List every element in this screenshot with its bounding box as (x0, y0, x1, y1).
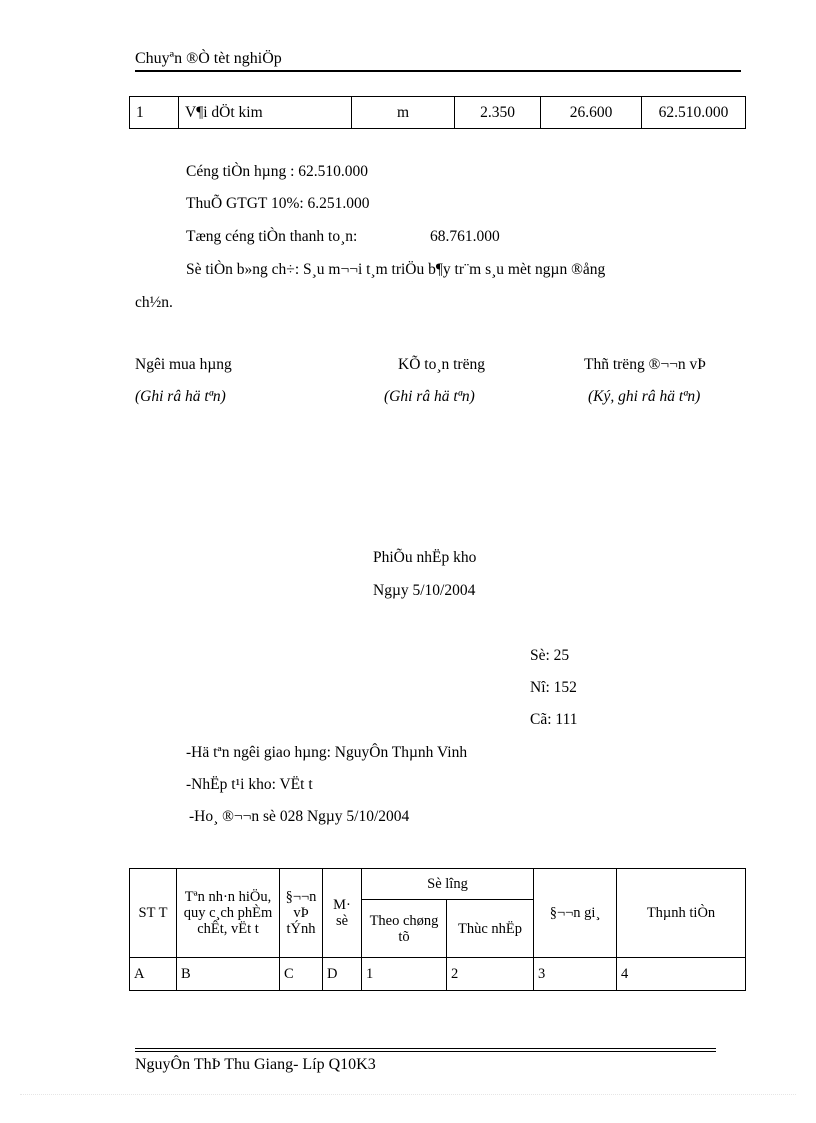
col-qty-real: Thùc nhËp (447, 900, 534, 958)
cell-c: C (280, 958, 323, 991)
page-header-title: Chuyªn ®Ò tèt nghiÖp (135, 50, 282, 67)
col-price: §¬¬n gi¸ (534, 869, 617, 958)
col-unit: §¬¬n vÞ tÝnh (280, 869, 323, 958)
page-edge-divider (20, 1094, 796, 1095)
item-quantity: 2.350 (455, 97, 541, 129)
receipt-title: PhiÕu nhËp kho (373, 549, 477, 566)
col-name: Tªn nh·n hiÖu, quy c¸ch phÈm chÊt, vËt t (177, 869, 280, 958)
col-qty-doc: Theo chøng tõ (362, 900, 447, 958)
receipt-deliverer: -Hä tªn ngêi giao hµng: NguyÔn Thµnh Vinh (186, 744, 468, 761)
receipt-warehouse: -NhËp t¹i kho: VËt t (186, 776, 313, 793)
table-row (130, 958, 746, 991)
signature-buyer-note: (Ghi râ hä tªn) (135, 388, 226, 405)
footer-rule-bottom (135, 1051, 716, 1052)
signature-accountant-note: (Ghi râ hä tªn) (384, 388, 475, 405)
receipt-invoice: -Ho¸ ®¬¬n sè 028 Ngµy 5/10/2004 (189, 808, 410, 825)
cell-b: B (177, 958, 280, 991)
col-amount: Thµnh tiÒn (617, 869, 746, 958)
cell-1: 1 (362, 958, 447, 991)
col-quantity-group: Sè lîng (362, 869, 534, 900)
table-header-row (130, 869, 746, 900)
item-price: 26.600 (541, 97, 642, 129)
signature-head-note: (Ký, ghi râ hä tªn) (588, 388, 701, 405)
grand-total-label: Tæng céng tiÒn thanh to¸n: (186, 228, 358, 245)
signature-buyer: Ngêi mua hµng (135, 356, 232, 373)
col-code: M· sè (323, 869, 362, 958)
subtotal-line: Céng tiÒn hµng : 62.510.000 (186, 163, 369, 180)
cell-a: A (130, 958, 177, 991)
amount-in-words: Sè tiÒn b»ng ch÷: S¸u m¬¬i t¸m triÖu b¶y tr¨m s¸u mèt ngµn ®ång (186, 261, 606, 278)
receipt-credit: Cã: 111 (530, 711, 578, 728)
receipt-date: Ngµy 5/10/2004 (373, 582, 476, 599)
item-table (129, 96, 746, 129)
receipt-number: Sè: 25 (530, 647, 570, 664)
cell-3: 3 (534, 958, 617, 991)
item-stt: 1 (130, 97, 179, 129)
receipt-table (129, 868, 746, 991)
item-name: V¶i dÖt kim (179, 97, 352, 129)
grand-total-value: 68.761.000 (430, 228, 500, 245)
cell-4: 4 (617, 958, 746, 991)
vat-line: ThuÕ GTGT 10%: 6.251.000 (186, 195, 370, 212)
signature-head: Thñ trëng ®¬¬n vÞ (584, 356, 706, 373)
cell-d: D (323, 958, 362, 991)
table-row (130, 97, 746, 129)
item-unit: m (352, 97, 455, 129)
item-amount: 62.510.000 (642, 97, 746, 129)
signature-accountant: KÕ to¸n trëng (398, 356, 485, 373)
cell-2: 2 (447, 958, 534, 991)
page-footer-text: NguyÔn ThÞ Thu Giang- Líp Q10K3 (135, 1056, 376, 1073)
amount-in-words-cont: ch½n. (135, 294, 173, 311)
footer-rule-top (135, 1048, 716, 1049)
receipt-debit: Nî: 152 (530, 679, 577, 696)
col-stt: ST T (130, 869, 177, 958)
header-rule (135, 70, 741, 72)
